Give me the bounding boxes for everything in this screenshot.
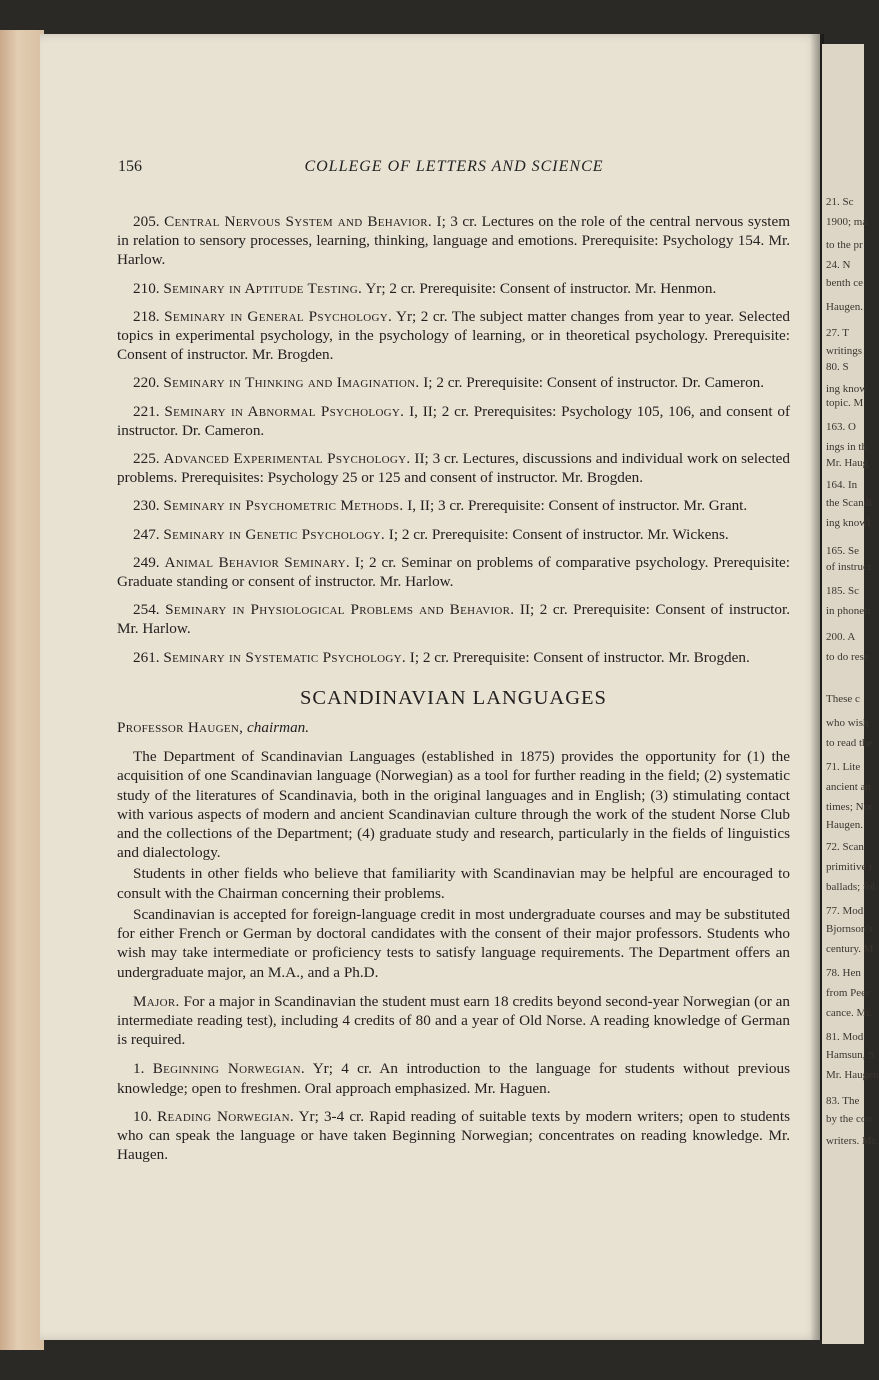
course-entry (117, 402, 790, 440)
next-page-fragment: Hamsun, S (826, 1049, 875, 1061)
next-page-fragment: who wish (826, 717, 869, 729)
next-page-fragment: 78. Hen (826, 967, 861, 979)
course-title: Seminary in Abnormal Psychology. (164, 402, 405, 420)
next-page-fragment: to the pr (826, 239, 863, 251)
page-body (117, 212, 790, 1173)
course-number: 230. (133, 497, 160, 515)
course-description: II; 3 cr. Lectures, discussions and individual work on selected problems. Prerequisites: Psychology 25 or 125 and consent of instructor. Mr. Brogden. (117, 450, 791, 487)
next-page-fragment: 77. Mod (826, 905, 864, 917)
course-entry (117, 600, 790, 638)
course-title: Reading Norwegian. (157, 1107, 294, 1125)
next-page-fragment: benth ce (826, 277, 863, 289)
course-entry (117, 449, 790, 487)
next-page-fragment: 27. T (826, 327, 850, 339)
course-description: Yr; 2 cr. Prerequisite: Consent of instructor. Mr. Henmon. (365, 279, 717, 297)
course-description: I, II; 3 cr. Prerequisite: Consent of instructor. Mr. Grant. (407, 497, 748, 515)
course-description: I; 3 cr. Lectures on the role of the central nervous system in relation to sensory processes, learning, thinking, language and emotions. Prerequisite: Psychology 154. Mr. Harlow. (117, 213, 791, 269)
course-entry (117, 553, 790, 591)
course-title: Advanced Experimental Psychology. (163, 450, 411, 468)
section-heading: SCANDINAVIAN LANGUAGES (300, 686, 607, 709)
intro-paragraph: Scandinavian is accepted for foreign-language credit in most undergraduate courses and may be substituted for either French or German by doctoral candidates with the consent of their major professors. Students who wish may take intermediate or proficiency tests to satisfy language requirements. The Department offers an undergraduate major, an M.A., and a Ph.D. (117, 905, 790, 981)
next-page-fragment: ings in th (826, 441, 867, 453)
chair-line (117, 718, 790, 737)
course-description: I; 2 cr. Prerequisite: Consent of instructor. Dr. Cameron. (423, 374, 765, 392)
course-description: I, II; 2 cr. Prerequisites: Psychology 105, 106, and consent of instructor. Dr. Cameron. (117, 402, 791, 439)
course-description: I; 2 cr. Seminar on problems of comparative psychology. Prerequisite: Graduate standing or consent of instructor. Mr. Harlow. (117, 553, 791, 591)
page-header (118, 158, 790, 182)
page-edge-left (0, 30, 44, 1350)
course-number: 205. (133, 213, 160, 230)
next-page-fragment: century. M (826, 943, 874, 955)
course-number: 249. (133, 553, 160, 571)
course-title: Seminary in Physiological Problems and Behavior. (165, 601, 515, 619)
course-description: Yr; 4 cr. An introduction to the language for students without previous knowledge; open to freshmen. Oral approach emphasized. Mr. Haguen. (117, 1060, 791, 1097)
next-page-fragment: 200. A (826, 631, 856, 643)
course-number: 261. (133, 648, 160, 666)
course-entry (117, 212, 790, 270)
course-number: 247. (133, 525, 160, 543)
next-page-fragment: 72. Scan (826, 841, 864, 853)
next-page-fragment: 71. Lite (826, 761, 861, 773)
major-label: Major. (133, 992, 180, 1010)
course-entry (117, 1107, 790, 1165)
next-page-fragment: times; Nor (826, 801, 873, 813)
next-page-fragment: the Scandi (826, 497, 873, 509)
next-page-fragment: ballads; fol (826, 881, 876, 893)
course-entry (117, 525, 790, 544)
next-page-fragment: 185. Sc (826, 585, 859, 597)
next-page-fragment: of instruct (826, 561, 871, 573)
course-title: Animal Behavior Seminary. (164, 553, 350, 571)
course-number: 210. (133, 279, 160, 297)
next-page-fragment: topic. M (826, 397, 864, 409)
major-paragraph (117, 992, 790, 1050)
next-page-fragment: 164. In (826, 479, 858, 491)
course-entry (117, 1059, 790, 1097)
course-entry (117, 307, 790, 365)
intro-paragraph: Students in other fields who believe that familiarity with Scandinavian may be helpful are encouraged to consult with the Chairman concerning their problems. (117, 865, 790, 902)
next-page-fragment: in phoneti (826, 605, 871, 617)
course-title: Seminary in Aptitude Testing. (163, 279, 363, 297)
course-number: 221. (133, 402, 160, 420)
chair-name: Professor Haugen, (117, 719, 244, 737)
next-page-fragment: 83. The (826, 1095, 860, 1107)
next-page-fragment: Mr. Haug (826, 457, 869, 469)
course-entry (117, 648, 790, 667)
next-page-fragment: 81. Mod (826, 1031, 864, 1043)
running-head: COLLEGE OF LETTERS AND SCIENCE (304, 158, 604, 175)
next-page-fragment: writings (826, 345, 863, 357)
next-page-fragment: cance. Mr. (826, 1007, 873, 1019)
next-page-fragment: 163. O (826, 421, 856, 433)
scandinavian-course-list (117, 1059, 790, 1164)
next-page-fragment: These c (826, 693, 860, 705)
course-entry (117, 373, 790, 392)
course-number: 1. (133, 1060, 145, 1078)
next-page-fragment: ancient an (826, 781, 871, 793)
next-page-fragment: to do rese (826, 651, 869, 663)
next-page-fragment: 80. S (826, 361, 849, 373)
next-page-fragment: 1900; ma (826, 216, 868, 228)
course-entry (117, 279, 790, 298)
next-page-fragment: Haugen. (826, 819, 863, 831)
next-page-fragment: from Peer (826, 987, 870, 999)
next-page-fragment: by the con (826, 1113, 872, 1125)
course-title: Central Nervous System and Behavior. (164, 213, 433, 230)
course-number: 254. (133, 601, 160, 619)
course-description: I; 2 cr. Prerequisite: Consent of instructor. Mr. Brogden. (409, 648, 750, 666)
next-page-fragment: 165. Se (826, 545, 859, 557)
next-page-fragment: primitive r (826, 861, 873, 873)
course-number: 225. (133, 450, 160, 468)
course-title: Seminary in Thinking and Imagination. (163, 374, 420, 392)
intro-paragraph: The Department of Scandinavian Languages (established in 1875) provides the opportunity for (1) the acquisition of one Scandinavian language (Norwegian) as a tool for further reading in the field; (2) systematic study of the literatures of Scandinavia, both in the original languages and in English; (3) stimulating contact with various aspects of modern and ancient Scandinavian culture through the work of the student Norse Club and the collections of the Department; (4) graduate study and research, particularly in the fields of linguistics and dialectology. (117, 748, 790, 862)
next-page-fragment: writers. Mr. (826, 1135, 878, 1147)
next-page-fragment: Bjornson's (826, 923, 873, 935)
course-title: Seminary in General Psychology. (164, 307, 393, 325)
next-page-strip (822, 44, 879, 1344)
page-number: 156 (118, 158, 142, 175)
course-description: Yr; 2 cr. The subject matter changes from year to year. Selected topics in experimental psychology, in the psychology of learning, or in theoretical psychology. Prerequisite: Consent of instructor. Mr. Brogden. (117, 307, 791, 364)
course-number: 218. (133, 307, 160, 325)
next-page-fragment: Mr. Haugen (826, 1069, 879, 1081)
course-number: 10. (133, 1107, 152, 1125)
course-title: Beginning Norwegian. (152, 1060, 305, 1078)
chair-role: chairman. (247, 719, 310, 737)
course-description: I; 2 cr. Prerequisite: Consent of instructor. Mr. Wickens. (388, 525, 729, 543)
psychology-course-list (117, 212, 790, 667)
next-page-fragment: ing knowl (826, 517, 871, 529)
course-description: II; 2 cr. Prerequisite: Consent of instructor. Mr. Harlow. (117, 601, 791, 638)
course-title: Seminary in Psychometric Methods. (163, 497, 404, 515)
course-title: Seminary in Systematic Psychology. (163, 648, 406, 666)
course-description: Yr; 3-4 cr. Rapid reading of suitable texts by modern writers; open to students who can speak the language or have taken Beginning Norwegian; concentrates on reading knowledge. Mr. Haugen. (117, 1107, 791, 1164)
course-number: 220. (133, 374, 160, 392)
next-page-fragment: Haugen. (826, 301, 863, 313)
next-page-fragment: 24. N (826, 259, 851, 271)
next-page-fragment: to read the (826, 737, 873, 749)
next-page-fragment: ing know (826, 383, 868, 395)
course-title: Seminary in Genetic Psychology. (163, 525, 385, 543)
course-entry (117, 496, 790, 515)
major-text: For a major in Scandinavian the student must earn 18 credits beyond second-year Norwegian (or an intermediate reading test), including 4 credits of 80 and a year of Old Norse. A reading knowledge of German is required. (117, 992, 790, 1049)
next-page-fragment: 21. Sc (826, 196, 854, 208)
